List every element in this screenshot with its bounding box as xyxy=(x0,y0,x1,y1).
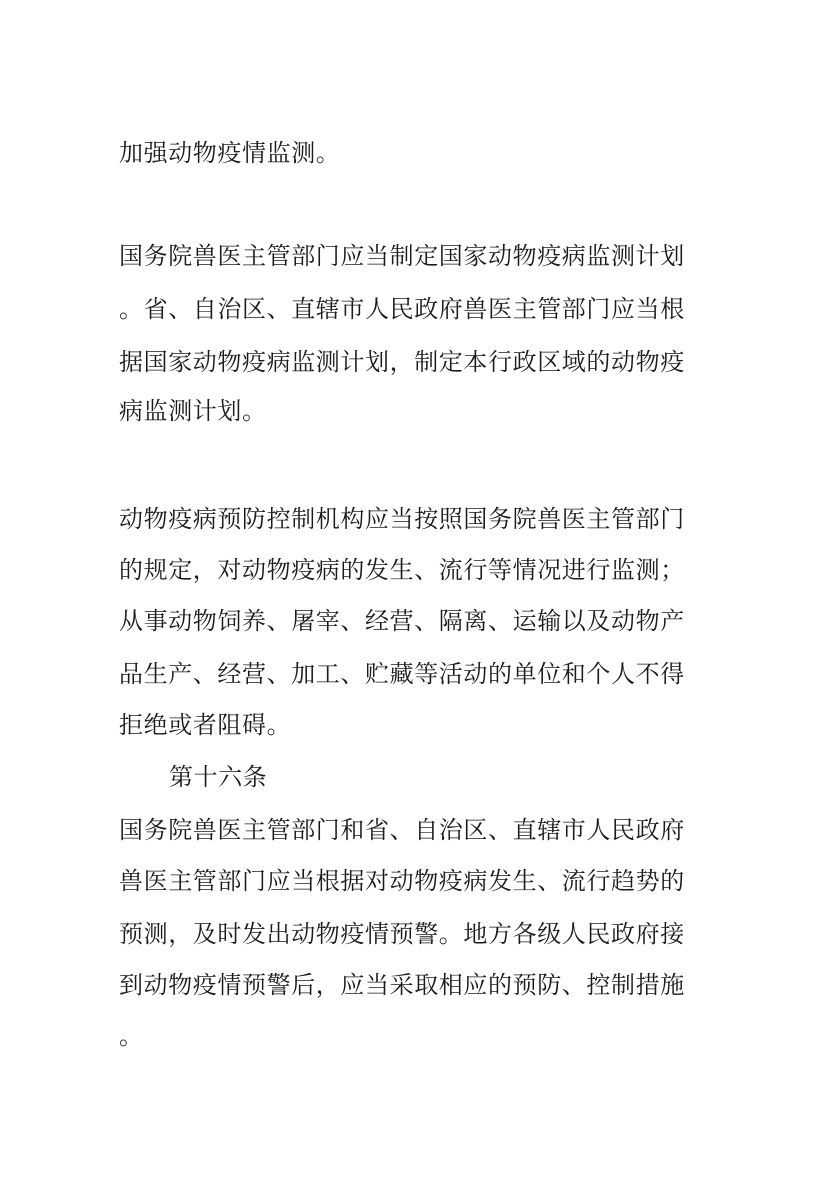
text-line: 。省、自治区、直辖市人民政府兽医主管部门应当根 xyxy=(119,295,685,323)
text-line: 。 xyxy=(119,1022,144,1050)
text-line: 从事动物饲养、屠宰、经营、隔离、运输以及动物产 xyxy=(119,607,685,635)
text-line: 的规定，对动物疫病的发生、流行等情况进行监测； xyxy=(119,556,685,584)
text-line: 到动物疫情预警后，应当采取相应的预防、控制措施 xyxy=(119,971,685,999)
text-line: 兽医主管部门应当根据对动物疫病发生、流行趋势的 xyxy=(119,867,685,895)
article-heading: 第十六条 xyxy=(169,763,268,791)
text-line: 国务院兽医主管部门和省、自治区、直辖市人民政府 xyxy=(119,816,685,844)
text-line: 拒绝或者阻碍。 xyxy=(119,711,292,739)
text-line: 品生产、经营、加工、贮藏等活动的单位和个人不得 xyxy=(119,660,685,688)
text-line: 加强动物疫情监测。 xyxy=(119,139,341,167)
text-line: 病监测计划。 xyxy=(119,397,267,425)
text-line: 国务院兽医主管部门应当制定国家动物疫病监测计划 xyxy=(119,242,685,270)
text-line: 预测，及时发出动物疫情预警。地方各级人民政府接 xyxy=(119,920,685,948)
text-line: 据国家动物疫病监测计划，制定本行政区域的动物疫 xyxy=(119,348,685,376)
text-line: 动物疫病预防控制机构应当按照国务院兽医主管部门 xyxy=(119,505,685,533)
